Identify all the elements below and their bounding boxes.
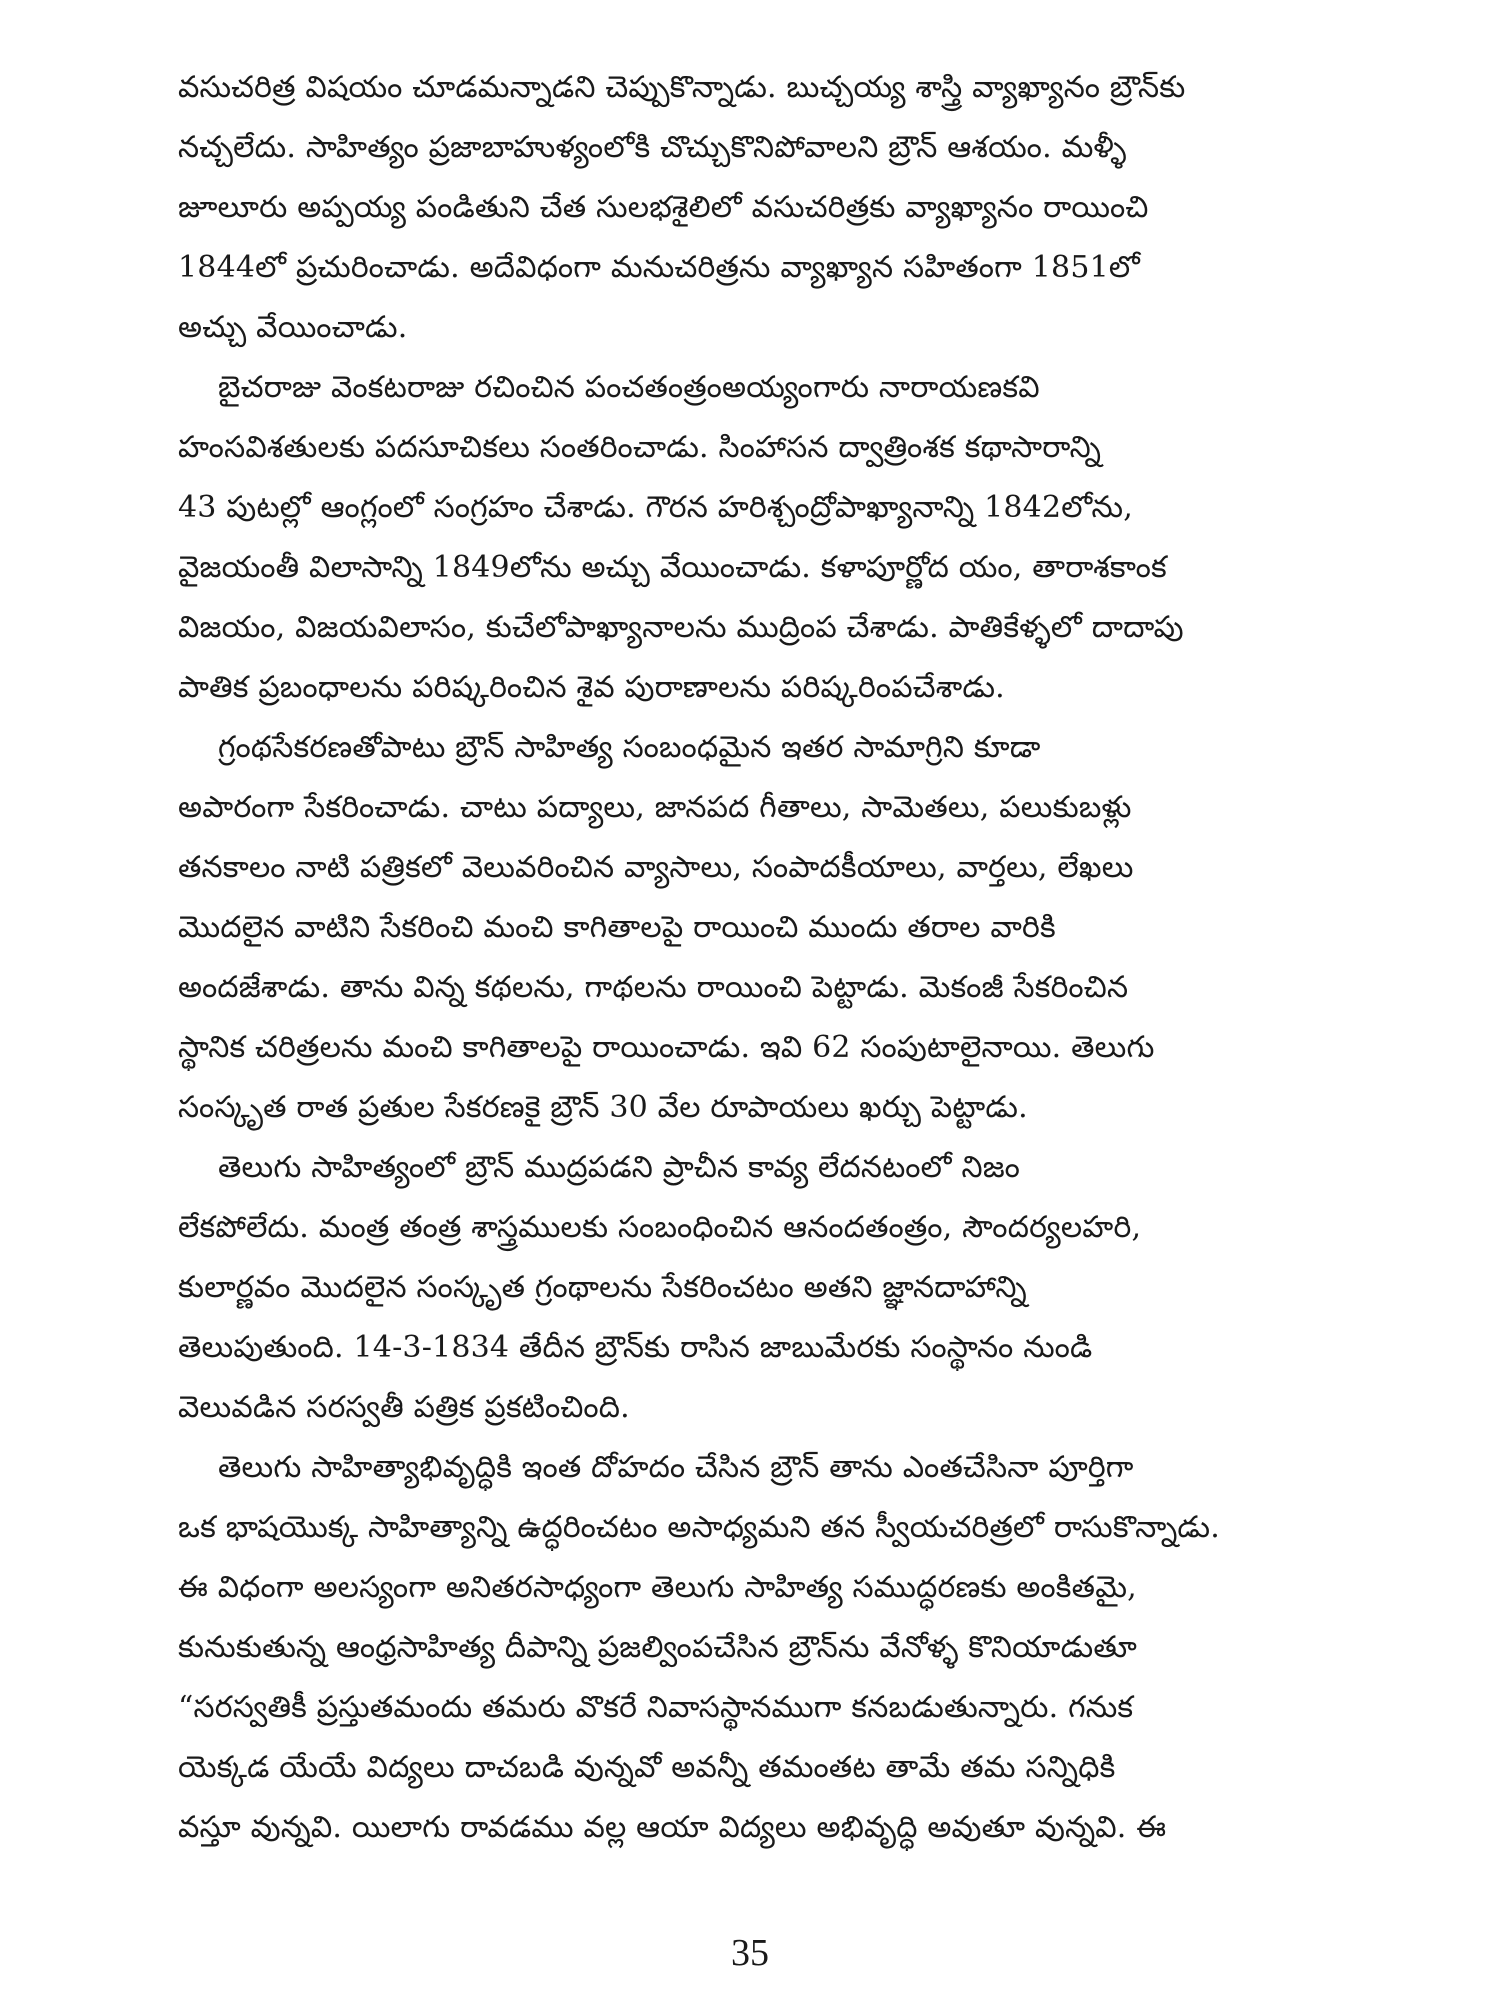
text-line: విజయం, విజయవిలాసం, కుచేలోపాఖ్యానాలను ముద్రింప చేశాడు. పాతికేళ్ళలో దాదాపు: [178, 610, 1184, 645]
text-line: యెక్కడ యేయే విద్యలు దాచబడి వున్నవో అవన్నీ తమంతట తామే తమ సన్నిధికి: [178, 1750, 1116, 1785]
paragraph-start-line: తెలుగు సాహిత్యాభివృద్ధికి ఇంత దోహదం చేసిన బ్రౌన్ తాను ఎంతచేసినా పూర్తిగా: [218, 1450, 1134, 1485]
text-line: లేకపోలేదు. మంత్ర తంత్ర శాస్త్రములకు సంబంధించిన ఆనందతంత్రం, సౌందర్యలహరి,: [178, 1210, 1142, 1245]
text-line: వైజయంతీ విలాసాన్ని 1849లోను అచ్చు వేయించాడు. కళాపూర్ణోద యం, తారాశకాంక: [178, 550, 1167, 585]
text-line: ఒక భాషయొక్క సాహిత్యాన్ని ఉద్ధరించటం అసాధ్యమని తన స్వీయచరిత్రలో రాసుకొన్నాడు.: [178, 1510, 1220, 1545]
text-line: కులార్ణవం మొదలైన సంస్కృత గ్రంథాలను సేకరించటం అతని జ్ఞానదాహాన్ని: [178, 1270, 1027, 1305]
text-line: కునుకుతున్న ఆంధ్రసాహిత్య దీపాన్ని ప్రజల్వింపచేసిన బ్రౌన్‌ను వేనోళ్ళ కొనియాడుతూ: [178, 1630, 1137, 1665]
text-line: పాతిక ప్రబంధాలను పరిష్కరించిన శైవ పురాణాలను పరిష్కరింపచేశాడు.: [178, 670, 1005, 705]
text-line: వెలువడిన సరస్వతీ పత్రిక ప్రకటించింది.: [178, 1390, 630, 1425]
text-line: ఈ విధంగా అలస్యంగా అనితరసాధ్యంగా తెలుగు సాహిత్య సముద్ధరణకు అంకితమై,: [178, 1570, 1137, 1605]
text-line: వస్తూ వున్నవి. యిలాగు రావడము వల్ల ఆయా విద్యలు అభివృద్ధి అవుతూ వున్నవి. ఈ: [178, 1810, 1167, 1845]
body-text: [178, 58, 1324, 1858]
paragraph-start-line: బైచరాజు వెంకటరాజు రచించిన పంచతంత్రంఅయ్యంగారు నారాయణకవి: [218, 370, 1040, 405]
text-line: వసుచరిత్ర విషయం చూడమన్నాడని చెప్పుకొన్నాడు. బుచ్చయ్య శాస్త్రి వ్యాఖ్యానం బ్రౌన్‌కు: [178, 70, 1186, 105]
text-line: తనకాలం నాటి పత్రికలో వెలువరించిన వ్యాసాలు, సంపాదకీయాలు, వార్తలు, లేఖలు: [178, 850, 1134, 885]
text-line: 43 పుటల్లో ఆంగ్లంలో సంగ్రహం చేశాడు. గౌరన హరిశ్చంద్రోపాఖ్యానాన్ని 1842లోను,: [178, 490, 1133, 525]
text-line: మొదలైన వాటిని సేకరించి మంచి కాగితాలపై రాయించి ముందు తరాల వారికి: [178, 910, 1056, 945]
text-line: సంస్కృత రాత ప్రతుల సేకరణకై బ్రౌన్ 30 వేల రూపాయలు ఖర్చు పెట్టాడు.: [178, 1090, 1028, 1125]
text-line: అందజేశాడు. తాను విన్న కథలను, గాథలను రాయించి పెట్టాడు. మెకంజీ సేకరించిన: [178, 970, 1129, 1005]
text-line: నచ్చలేదు. సాహిత్యం ప్రజాబాహుళ్యంలోకి చొచ్చుకొనిపోవాలని బ్రౌన్ ఆశయం. మళ్ళీ: [178, 130, 1127, 165]
page-number: 35: [731, 1932, 769, 1974]
text-line: హంసవిశతులకు పదసూచికలు సంతరించాడు. సింహాసన ద్వాత్రింశక కథాసారాన్ని: [178, 430, 1102, 465]
text-line: 1844లో ప్రచురించాడు. అదేవిధంగా మనుచరిత్రను వ్యాఖ్యాన సహితంగా 1851లో: [178, 250, 1140, 285]
text-line: జూలూరు అప్పయ్య పండితుని చేత సులభశైలిలో వసుచరిత్రకు వ్యాఖ్యానం రాయించి: [178, 190, 1149, 225]
text-line: అపారంగా సేకరించాడు. చాటు పద్యాలు, జానపద గీతాలు, సామెతలు, పలుకుబళ్లు: [178, 790, 1132, 825]
text-line: స్థానిక చరిత్రలను మంచి కాగితాలపై రాయించాడు. ఇవి 62 సంపుటాలైనాయి. తెలుగు: [178, 1030, 1155, 1065]
text-line: అచ్చు వేయించాడు.: [178, 310, 408, 345]
text-line: “సరస్వతికీ ప్రస్తుతమందు తమరు వొకరే నివాసస్థానముగా కనబడుతున్నారు. గనుక: [178, 1690, 1134, 1725]
paragraph-start-line: తెలుగు సాహిత్యంలో బ్రౌన్ ముద్రపడని ప్రాచీన కావ్య లేదనటంలో నిజం: [218, 1150, 1021, 1185]
text-line: తెలుపుతుంది. 14-3-1834 తేదీన బ్రౌన్‌కు రాసిన జాబుమేరకు సంస్థానం నుండి: [178, 1330, 1093, 1365]
paragraph-start-line: గ్రంథసేకరణతోపాటు బ్రౌన్ సాహిత్య సంబంధమైన ఇతర సామాగ్రిని కూడా: [218, 730, 1041, 765]
